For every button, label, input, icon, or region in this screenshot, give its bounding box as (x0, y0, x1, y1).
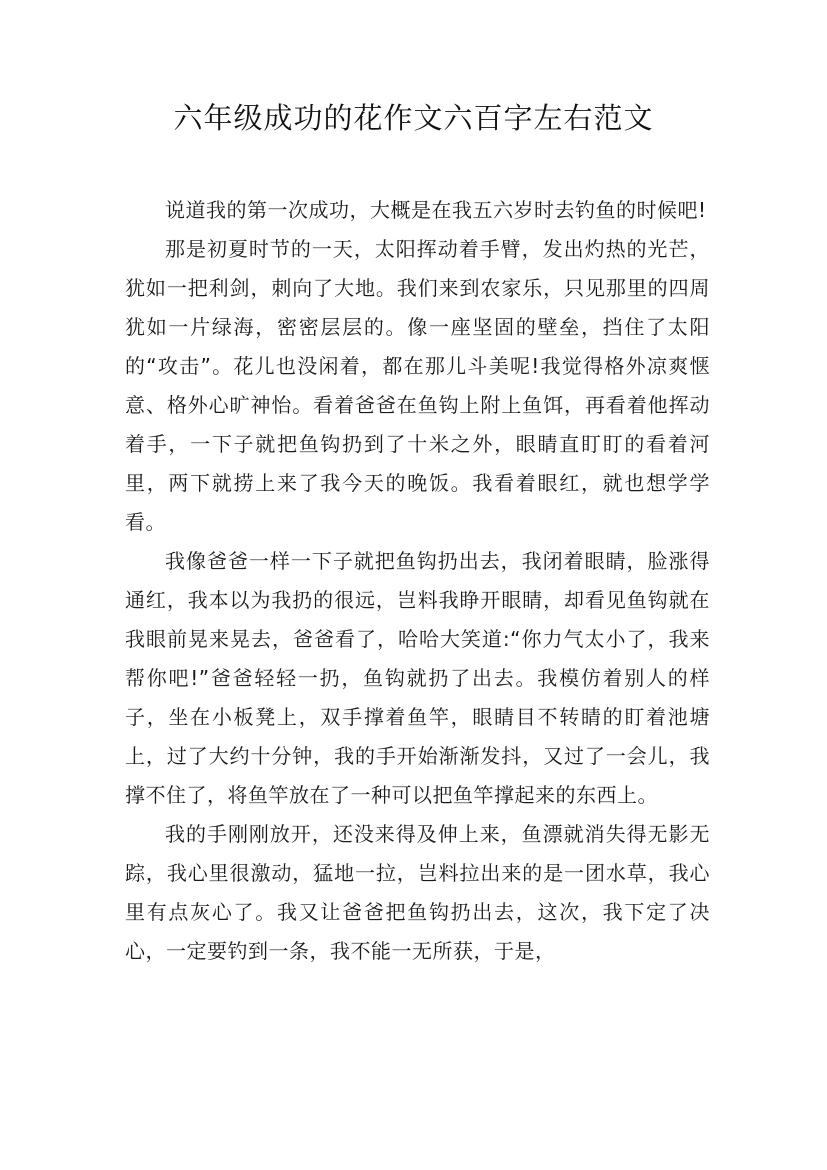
document-title: 六年级成功的花作文六百字左右范文 (173, 101, 654, 135)
paragraph: 我像爸爸一样一下子就把鱼钩扔出去，我闭着眼睛，脸涨得通红，我本以为我扔的很远，岂料我睁开眼睛，却看见鱼钩就在我眼前晃来晃去，爸爸看了，哈哈大笑道:“你力气太小了，我来帮你吧!”爸爸轻轻一扔，鱼钩就扔了出去。我模仿着别人的样子，坐在小板凳上，双手撑着鱼竿，眼睛目不转睛的盯着池塘上，过了大约十分钟，我的手开始渐渐发抖，又过了一会儿，我撑不住了，将鱼竿放在了一种可以把鱼竿撑起来的东西上。 (125, 549, 710, 807)
paragraph: 我的手刚刚放开，还没来得及伸上来，鱼漂就消失得无影无踪，我心里很激动，猛地一拉，岂料拉出来的是一团水草，我心里有点灰心了。我又让爸爸把鱼钩扔出去，这次，我下定了决心，一定要钓到一条，我不能一无所获，于是， (125, 822, 710, 963)
paragraph: 说道我的第一次成功，大概是在我五六岁时去钓鱼的时候吧! (165, 198, 707, 222)
document-body (125, 191, 710, 971)
paragraph: 那是初夏时节的一天，太阳挥动着手臂，发出灼热的光芒，犹如一把利剑，刺向了大地。我们来到农家乐，只见那里的四周犹如一片绿海，密密层层的。像一座坚固的壁垒，挡住了太阳的“攻击”。花儿也没闲着，都在那儿斗美呢!我觉得格外凉爽惬意、格外心旷神怡。看着爸爸在鱼钩上附上鱼饵，再看着他挥动着手，一下子就把鱼钩扔到了十米之外，眼睛直盯盯的看着河里，两下就捞上来了我今天的晚饭。我看着眼红，就也想学学看。 (125, 237, 710, 534)
